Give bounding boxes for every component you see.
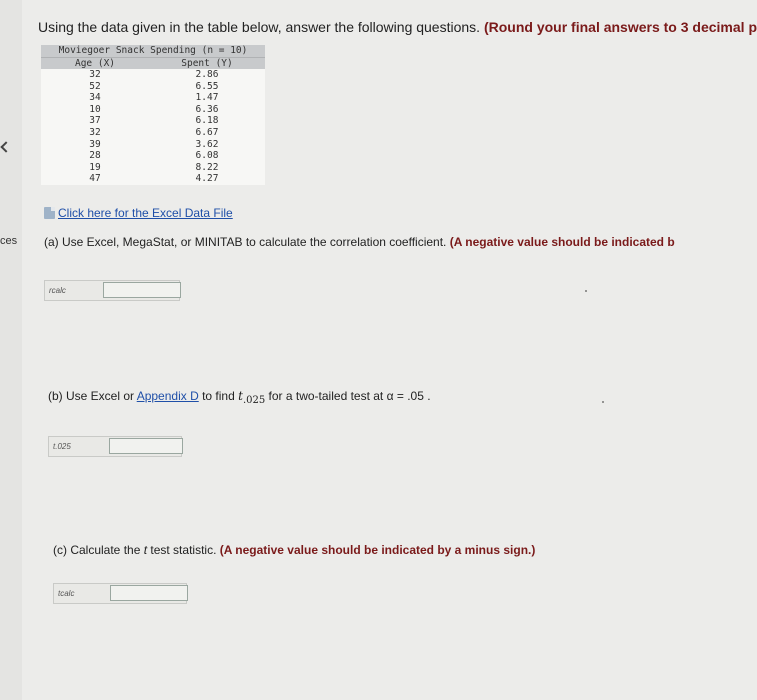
file-icon <box>44 207 55 219</box>
cell-spent: 6.18 <box>195 115 219 127</box>
excel-link-label: Click here for the Excel Data File <box>58 206 233 220</box>
cell-spent: 3.62 <box>195 138 219 150</box>
excel-data-link[interactable] <box>44 206 233 220</box>
question-a-emphasis: (A negative value should be indicated b <box>449 235 675 249</box>
cell-spent: 6.55 <box>195 80 219 92</box>
table-row <box>41 150 265 162</box>
question-c-prefix: (c) Calculate the <box>53 543 144 557</box>
left-sidebar-strip <box>0 0 22 700</box>
table-row <box>41 139 265 151</box>
cell-age: 28 <box>89 150 101 162</box>
sidebar-label: ces <box>0 235 18 247</box>
cell-age: 32 <box>89 126 101 138</box>
answer-row-rcalc <box>44 280 180 301</box>
question-c-t: t <box>143 543 148 557</box>
instructions-text: Using the data given in the table below, answer the following questions. <box>38 19 484 35</box>
table-row <box>41 173 265 185</box>
table-row <box>41 92 265 104</box>
question-c-emphasis: (A negative value should be indicated by a minus sign.) <box>219 543 536 557</box>
cell-spent: 8.22 <box>195 161 219 173</box>
cell-age: 39 <box>89 138 101 150</box>
question-a-text: (a) Use Excel, MegaStat, or MINITAB to calculate the correlation coefficient. <box>44 235 450 249</box>
answer-label-rcalc: rcalc <box>49 286 66 295</box>
table-row <box>41 162 265 174</box>
rcalc-input[interactable] <box>103 282 181 298</box>
t-symbol: $t_{.025}$ <box>238 389 266 406</box>
cell-age: 34 <box>89 92 101 104</box>
cell-age: 47 <box>89 173 101 185</box>
table-row <box>41 127 265 139</box>
cell-spent: 6.36 <box>195 103 219 115</box>
question-a <box>44 235 675 249</box>
tcalc-input[interactable] <box>110 585 188 601</box>
table-caption: Moviegoer Snack Spending (n = 10) <box>41 45 265 57</box>
table-row <box>41 104 265 116</box>
header-age: Age (X) <box>74 58 116 69</box>
table-row <box>41 69 265 81</box>
question-c <box>53 543 535 557</box>
header-spent: Spent (Y) <box>181 58 233 69</box>
question-c-middle: test statistic. <box>147 543 220 557</box>
instructions <box>38 19 757 35</box>
answer-label-tcalc: tcalc <box>58 589 75 598</box>
answer-row-tcalc <box>53 583 187 604</box>
cell-age: 10 <box>89 103 101 115</box>
cell-age: 32 <box>89 69 101 80</box>
answer-row-t025 <box>48 436 182 457</box>
question-b-prefix: (b) Use Excel or <box>48 389 137 403</box>
cell-age: 52 <box>89 80 101 92</box>
cell-spent: 6.67 <box>195 126 219 138</box>
cell-spent: 1.47 <box>195 92 219 104</box>
cell-spent: 2.86 <box>195 69 219 80</box>
cell-spent: 6.08 <box>195 150 219 162</box>
cell-age: 19 <box>89 161 101 173</box>
data-table <box>41 45 265 185</box>
chevron-icon[interactable] <box>0 141 11 152</box>
answer-label-t025: t.025 <box>53 442 71 451</box>
table-row <box>41 81 265 93</box>
instructions-emphasis: (Round your final answers to 3 decimal p <box>483 19 757 35</box>
table-header-row <box>41 57 265 69</box>
speck <box>602 401 604 403</box>
table-row <box>41 115 265 127</box>
appendix-d-link[interactable]: Appendix D <box>136 389 199 403</box>
question-b <box>48 389 431 406</box>
question-b-suffix: for a two-tailed test at α = .05 . <box>265 389 431 403</box>
t025-input[interactable] <box>109 438 183 454</box>
cell-age: 37 <box>89 115 101 127</box>
speck <box>585 290 587 292</box>
question-b-middle: to find <box>198 389 239 403</box>
cell-spent: 4.27 <box>195 173 219 185</box>
